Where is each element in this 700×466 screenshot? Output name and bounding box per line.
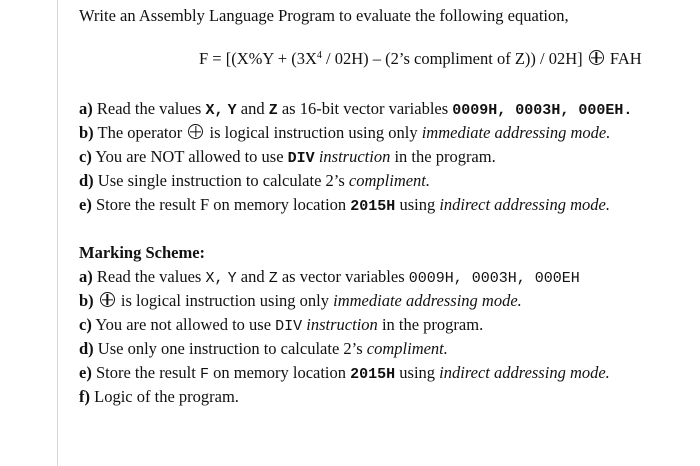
marking-d-text1: Use only one instruction to calculate 2’s [97, 339, 363, 358]
marking-c-text2: in the program. [381, 315, 484, 334]
instruction-d-italic: compliment. [348, 171, 431, 190]
marking-c-italic: instruction [306, 315, 378, 334]
equation [199, 49, 642, 69]
instruction-c [79, 147, 496, 169]
xor-operator-icon [589, 50, 604, 65]
page-left-border [57, 0, 58, 466]
instruction-a-label: a) [79, 99, 93, 118]
marking-a-y: Y [227, 270, 237, 287]
marking-a [79, 267, 580, 289]
instruction-a-z: Z [268, 102, 278, 119]
instruction-b [79, 123, 610, 143]
instruction-e-text2: using [399, 195, 436, 214]
marking-a-text1: Read the values [96, 267, 202, 286]
marking-e-var: F [199, 366, 209, 383]
instruction-e-code: 2015H [350, 198, 396, 215]
instruction-e-label: e) [79, 195, 92, 214]
marking-c-text1: You are not allowed to use [95, 315, 272, 334]
marking-e-code: 2015H [350, 366, 396, 383]
marking-a-and: and [240, 267, 265, 286]
instruction-a-values: 0009H, 0003H, 000EH. [452, 102, 633, 119]
instruction-c-text2: in the program. [394, 147, 496, 166]
question-title [79, 6, 569, 26]
equation-middle: / 02H) – (2’s compliment of Z)) / 02H] [321, 49, 583, 68]
instruction-a-and: and [240, 99, 265, 118]
instruction-b-italic: immediate addressing mode. [421, 123, 611, 142]
instruction-a-text1: Read the values [96, 99, 202, 118]
marking-c-label: c) [79, 315, 92, 334]
marking-e-italic: indirect addressing mode. [439, 363, 610, 382]
marking-d [79, 339, 448, 359]
marking-c [79, 315, 483, 337]
marking-a-z: Z [268, 270, 278, 287]
marking-heading [79, 243, 205, 263]
marking-b [79, 291, 522, 311]
xor-operator-icon [100, 292, 115, 307]
instruction-a [79, 99, 632, 121]
marking-d-label: d) [79, 339, 94, 358]
instruction-d-text1: Use single instruction to calculate 2’s [97, 171, 345, 190]
marking-b-italic: immediate addressing mode. [333, 291, 522, 310]
marking-f [79, 387, 239, 407]
marking-heading-text: Marking Scheme: [79, 243, 206, 262]
instruction-d [79, 171, 430, 191]
instruction-c-italic: instruction [318, 147, 391, 166]
marking-a-values: 0009H, 0003H, 000EH [408, 270, 580, 287]
marking-d-italic: compliment. [366, 339, 448, 358]
instruction-c-text1: You are NOT allowed to use [95, 147, 284, 166]
equation-prefix: F = [(X%Y + (3X [199, 49, 317, 68]
instruction-e-text1: Store the result F on memory location [95, 195, 347, 214]
marking-b-label: b) [79, 291, 94, 310]
marking-a-label: a) [79, 267, 93, 286]
marking-e-label: e) [79, 363, 92, 382]
instruction-a-y: Y [227, 102, 237, 119]
xor-operator-icon [188, 124, 203, 139]
instruction-a-x: X, [205, 102, 224, 119]
instruction-c-code: DIV [287, 150, 315, 167]
marking-f-label: f) [79, 387, 90, 406]
question-title-text: Write an Assembly Language Program to evaluate the following equation, [79, 6, 569, 25]
marking-b-text1: is logical instruction using only [120, 291, 329, 310]
instruction-e-italic: indirect addressing mode. [439, 195, 610, 214]
instruction-c-label: c) [79, 147, 92, 166]
instruction-a-text2: as 16-bit vector variables [281, 99, 449, 118]
instruction-e [79, 195, 610, 217]
marking-e-text1: Store the result [95, 363, 196, 382]
instruction-b-text2: is logical instruction using only [209, 123, 418, 142]
marking-a-text2: as vector variables [281, 267, 405, 286]
marking-c-code: DIV [275, 318, 303, 335]
marking-e-text3: using [399, 363, 436, 382]
marking-f-text1: Logic of the program. [94, 387, 239, 406]
marking-e [79, 363, 610, 385]
marking-e-text2: on memory location [213, 363, 347, 382]
equation-exponent: 4 [316, 50, 322, 61]
instruction-b-text1: The operator [97, 123, 183, 142]
marking-a-x: X, [205, 270, 224, 287]
equation-suffix: FAH [609, 49, 642, 68]
instruction-d-label: d) [79, 171, 94, 190]
instruction-b-label: b) [79, 123, 94, 142]
